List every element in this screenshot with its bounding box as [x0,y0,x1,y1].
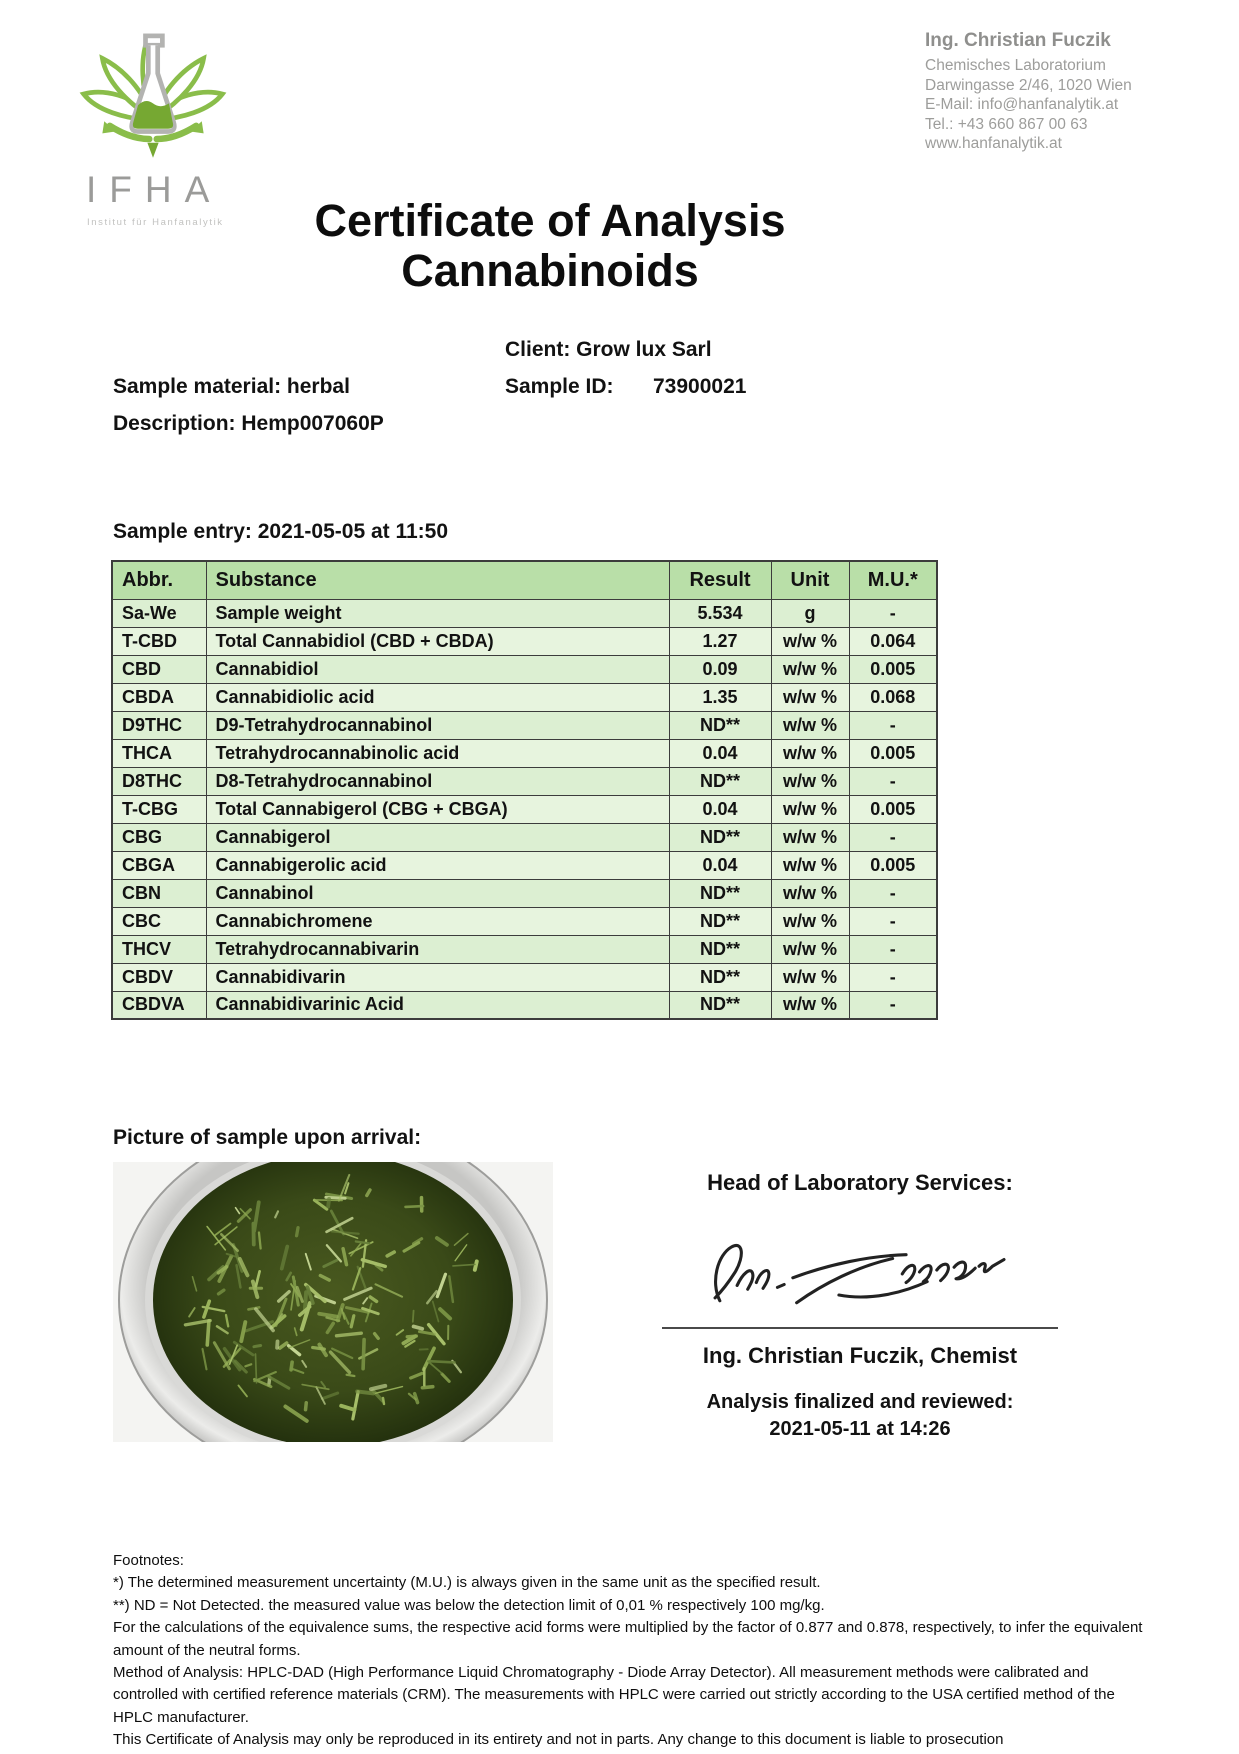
cell-mu: - [849,599,937,627]
cell-result: ND** [669,935,771,963]
cell-mu: - [849,879,937,907]
cell-unit: w/w % [771,907,849,935]
footnotes-heading: Footnotes: [113,1552,184,1569]
cell-unit: w/w % [771,627,849,655]
cell-substance: Total Cannabidiol (CBD + CBDA) [206,627,669,655]
cell-unit: w/w % [771,711,849,739]
cell-unit: w/w % [771,963,849,991]
picture-label: Picture of sample upon arrival: [113,1126,422,1149]
cell-substance: Cannabidivarin [206,963,669,991]
sample-material-line: Sample material: herbal [113,375,350,398]
cell-substance: Total Cannabigerol (CBG + CBGA) [206,795,669,823]
cell-result: 5.534 [669,599,771,627]
page-title [190,196,910,296]
cell-result: 0.09 [669,655,771,683]
cell-substance: Cannabichromene [206,907,669,935]
cell-abbr: CBD [112,655,206,683]
cell-result: ND** [669,907,771,935]
cell-mu: - [849,767,937,795]
cell-abbr: CBDA [112,683,206,711]
cell-substance: Tetrahydrocannabinolic acid [206,739,669,767]
sample-entry-line: Sample entry: 2021-05-05 at 11:50 [113,520,449,543]
cell-abbr: THCV [112,935,206,963]
cell-abbr: T-CBG [112,795,206,823]
lab-contact-block [925,30,1145,154]
table-row [112,683,937,711]
results-table-body [112,599,937,1019]
table-row [112,823,937,851]
cell-result: 0.04 [669,795,771,823]
cell-mu: - [849,963,937,991]
cell-mu: 0.068 [849,683,937,711]
cell-mu: - [849,907,937,935]
client-line: Client: Grow lux Sarl [505,338,712,361]
cell-result: ND** [669,711,771,739]
cell-mu: - [849,823,937,851]
cell-substance: D8-Tetrahydrocannabinol [206,767,669,795]
col-header-unit: Unit [771,561,849,599]
contact-line: Darwingasse 2/46, 1020 Wien [925,76,1132,94]
cell-abbr: D9THC [112,711,206,739]
cell-mu: - [849,991,937,1019]
table-row [112,599,937,627]
cell-abbr: CBN [112,879,206,907]
cell-abbr: CBC [112,907,206,935]
cell-abbr: T-CBD [112,627,206,655]
title-line-1: Certificate of Analysis [314,195,786,246]
sample-photo [113,1162,553,1442]
cell-unit: w/w % [771,767,849,795]
table-row [112,795,937,823]
cell-unit: w/w % [771,851,849,879]
cell-substance: D9-Tetrahydrocannabinol [206,711,669,739]
signature-rule [662,1327,1058,1329]
col-header-mu: M.U.* [849,561,937,599]
cell-substance: Cannabidiolic acid [206,683,669,711]
cell-result: ND** [669,879,771,907]
cell-mu: - [849,711,937,739]
cell-unit: g [771,599,849,627]
cell-result: ND** [669,767,771,795]
cell-substance: Cannabidiol [206,655,669,683]
col-header-result: Result [669,561,771,599]
cell-unit: w/w % [771,683,849,711]
footnote-line: For the calculations of the equivalence sums, the respective acid forms were multiplied by the factor of 0.877 and 0.878, respectively, to infer the equivalent amount of the neutral forms. [113,1619,1143,1659]
footnote-line: This Certificate of Analysis may only be reproduced in its entirety and not in parts. Any change to this document is liable to prosecution [113,1731,1004,1749]
cell-result: 0.04 [669,739,771,767]
cell-unit: w/w % [771,935,849,963]
cell-substance: Cannabidivarinic Acid [206,991,669,1019]
cell-unit: w/w % [771,655,849,683]
signature-block [650,1170,1070,1441]
cell-result: ND** [669,823,771,851]
footnote-lines [113,1572,1145,1751]
finalized-label: Analysis finalized and reviewed: [706,1391,1014,1413]
signature-image [690,1224,1030,1320]
cell-unit: w/w % [771,879,849,907]
table-row [112,711,937,739]
table-row [112,627,937,655]
table-row [112,879,937,907]
col-header-substance: Substance [206,561,669,599]
col-header-abbr: Abbr. [112,561,206,599]
cell-mu: 0.005 [849,655,937,683]
title-line-2: Cannabinoids [401,245,699,296]
cell-abbr: CBGA [112,851,206,879]
contact-name: Ing. Christian Fuczik [925,30,1111,51]
contact-line: Tel.: +43 660 867 00 63 [925,115,1088,133]
cell-result: 1.35 [669,683,771,711]
cell-abbr: CBDV [112,963,206,991]
cell-result: ND** [669,991,771,1019]
signer-name: Ing. Christian Fuczik, Chemist [702,1343,1018,1368]
cell-substance: Cannabigerol [206,823,669,851]
results-table-header [112,561,937,599]
footnote-line: **) ND = Not Detected. the measured value was below the detection limit of 0,01 % respectively 100 mg/kg. [113,1596,825,1614]
logo-acronym: IFHA [86,169,223,210]
description-line: Description: Hemp007060P [113,412,384,435]
cell-abbr: CBG [112,823,206,851]
logo-subtitle: Institut für Hanfanalytik [87,217,224,228]
finalized-date: 2021-05-11 at 14:26 [769,1418,951,1440]
table-row [112,655,937,683]
cell-mu: 0.005 [849,739,937,767]
cell-substance: Cannabigerolic acid [206,851,669,879]
cell-unit: w/w % [771,739,849,767]
cell-unit: w/w % [771,823,849,851]
results-table [111,560,938,1020]
cell-abbr: CBDVA [112,991,206,1019]
sample-id-label: Sample ID: [505,375,614,398]
table-row [112,963,937,991]
contact-lines [925,56,1145,154]
cell-mu: - [849,935,937,963]
sample-id-value: 73900021 [653,375,747,398]
cell-result: ND** [669,963,771,991]
signature-heading: Head of Laboratory Services: [707,1170,1013,1195]
cell-unit: w/w % [771,991,849,1019]
cell-substance: Cannabinol [206,879,669,907]
cell-abbr: D8THC [112,767,206,795]
cell-mu: 0.064 [849,627,937,655]
cell-unit: w/w % [771,795,849,823]
contact-line: E-Mail: info@hanfanalytik.at [925,96,1119,113]
contact-line: www.hanfanalytik.at [925,135,1062,152]
table-row [112,907,937,935]
table-row [112,851,937,879]
footnote-line: *) The determined measurement uncertainty (M.U.) is always given in the same unit as the specified result. [113,1574,821,1592]
footnotes [113,1550,1145,1752]
cell-substance: Tetrahydrocannabivarin [206,935,669,963]
cell-result: 1.27 [669,627,771,655]
footnote-line: Method of Analysis: HPLC-DAD (High Performance Liquid Chromatography - Diode Array Detector). All measurement methods were calibrated and controlled with certified reference materials (CRM). The measurements with HPLC were carried out strictly according to the USA certified method of the HPLC manufacturer. [113,1664,1115,1726]
table-row [112,739,937,767]
table-row [112,935,937,963]
cell-mu: 0.005 [849,851,937,879]
cell-abbr: Sa-We [112,599,206,627]
contact-line: Chemisches Laboratorium [925,57,1106,74]
table-row [112,767,937,795]
table-row [112,991,937,1019]
cell-abbr: THCA [112,739,206,767]
cell-mu: 0.005 [849,795,937,823]
cell-substance: Sample weight [206,599,669,627]
hemp-leaf-flask-icon [78,28,228,160]
cell-result: 0.04 [669,851,771,879]
